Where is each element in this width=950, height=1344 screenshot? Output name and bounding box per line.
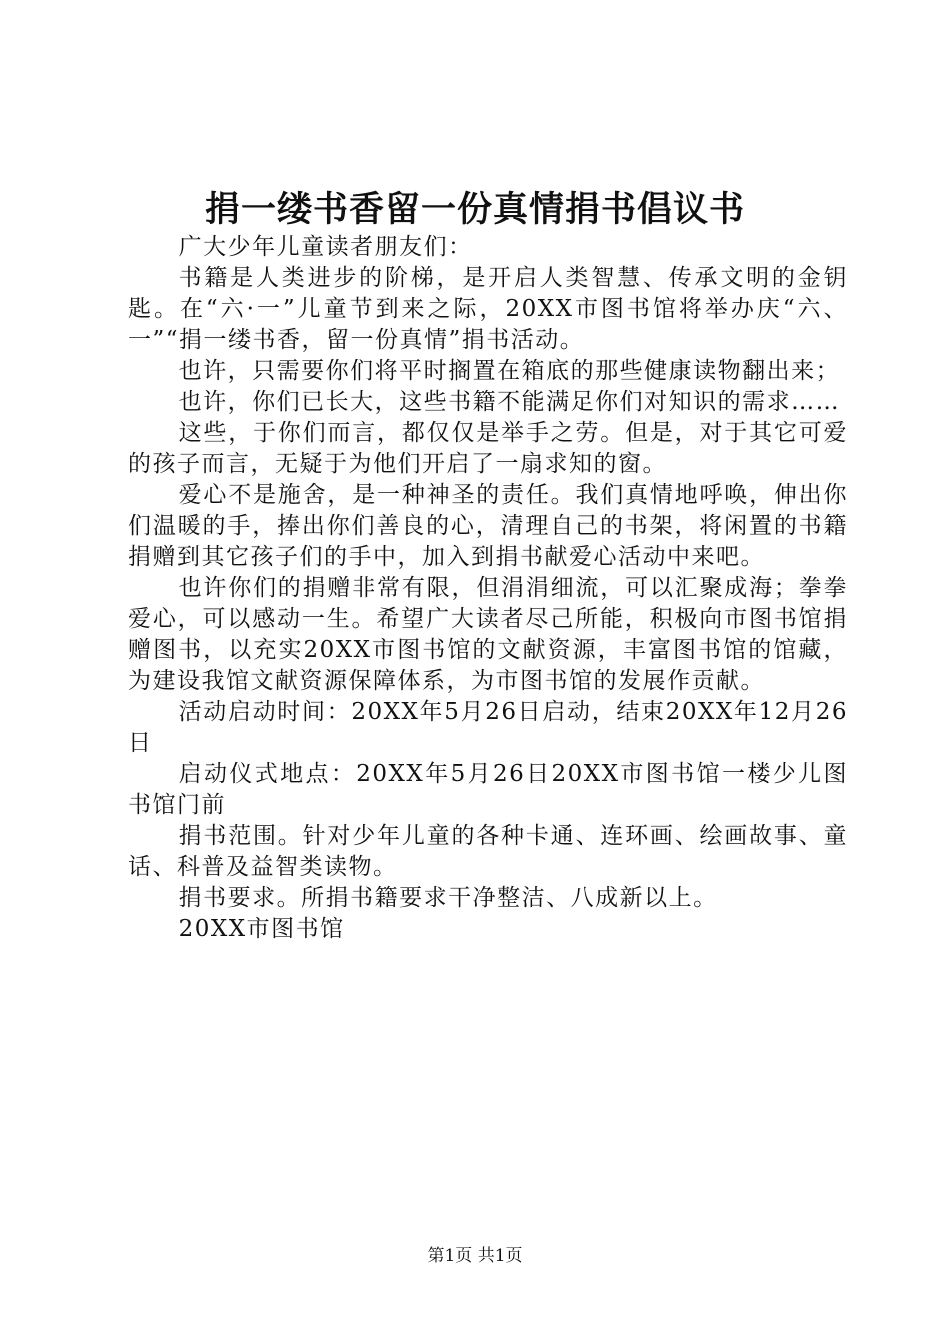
page-number-footer: 第1页 共1页 — [427, 1246, 523, 1266]
paragraph-location: 启动仪式地点：20XX年5月26日20XX市图书馆一楼少儿图书馆门前 — [128, 761, 848, 818]
paragraph-scope: 捐书范围。针对少年儿童的各种卡通、连环画、绘画故事、童话、科普及益智类读物。 — [128, 823, 848, 880]
signature: 20XX市图书馆 — [178, 916, 345, 942]
paragraph-intro: 书籍是人类进步的阶梯，是开启人类智慧、传承文明的金钥匙。在“六·一”儿童节到来之际，20XX市图书馆将举办庆“六、一”“捐一缕书香，留一份真情”捐书活动。 — [128, 265, 848, 353]
paragraph-requirements: 捐书要求。所捐书籍要求干净整洁、八成新以上。 — [178, 885, 718, 911]
paragraph-appeal: 也许你们的捐赠非常有限，但涓涓细流，可以汇聚成海；拳拳爱心，可以感动一生。希望广大读者尽己所能，积极向市图书馆捐赠图书，以充实20XX市图书馆的文献资源，丰富图书馆的馆藏，为建设我馆文献资源保障体系，为市图书馆的发展作贡献。 — [128, 575, 848, 694]
salutation: 广大少年儿童读者朋友们： — [178, 234, 473, 260]
document-title: 捐一缕书香留一份真情捐书倡议书 — [204, 189, 745, 230]
paragraph-love: 爱心不是施舍，是一种神圣的责任。我们真情地呼唤，伸出你们温暖的手，捧出你们善良的心，清理自己的书架，将闲置的书籍捐赠到其它孩子们的手中，加入到捐书献爱心活动中来吧。 — [128, 482, 848, 570]
document-body — [128, 232, 848, 945]
paragraph-effort: 这些，于你们而言，都仅仅是举手之劳。但是，对于其它可爱的孩子而言，无疑于为他们开启了一扇求知的窗。 — [128, 420, 848, 477]
paragraph-maybe-1: 也许，只需要你们将平时搁置在箱底的那些健康读物翻出来； — [178, 358, 841, 384]
paragraph-start-time: 活动启动时间：20XX年5月26日启动，结束20XX年12月26日 — [128, 699, 848, 756]
paragraph-maybe-2: 也许，你们已长大，这些书籍不能满足你们对知识的需求…… — [178, 389, 841, 415]
